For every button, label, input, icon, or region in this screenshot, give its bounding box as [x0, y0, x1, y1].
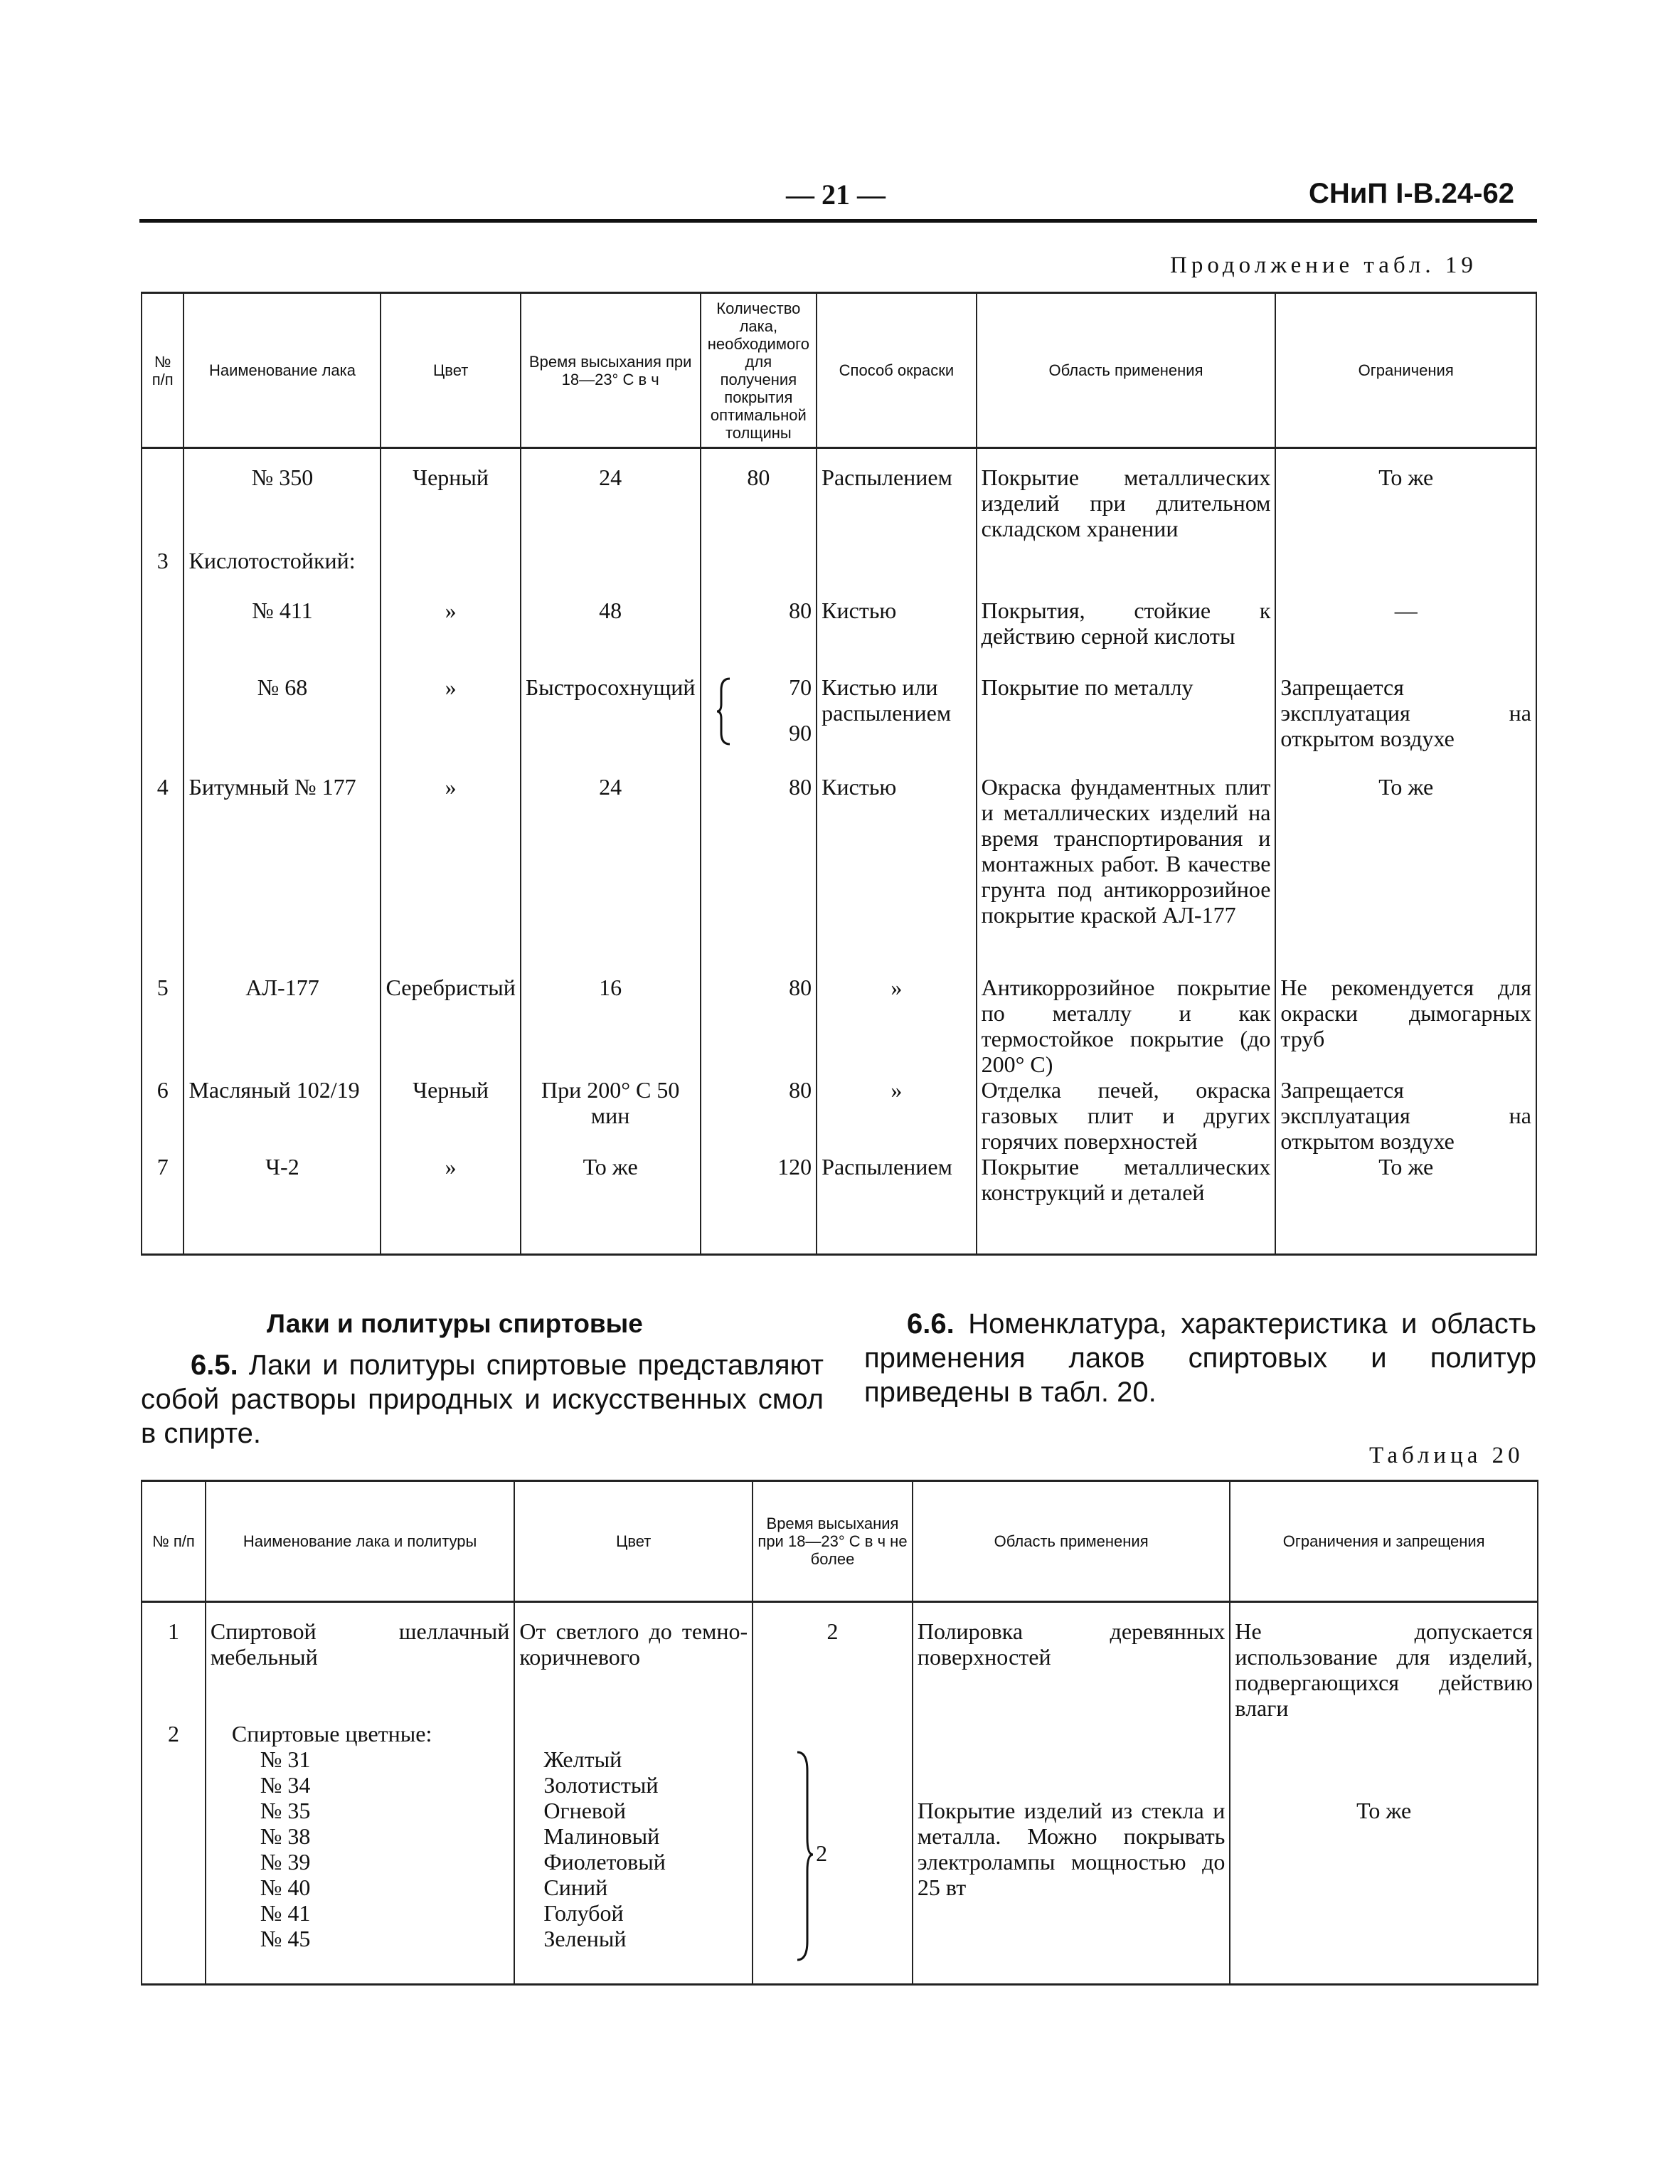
- list-item: Огневой: [543, 1798, 626, 1823]
- list-item: Зеленый: [543, 1926, 627, 1951]
- table19-caption: Продолжение табл. 19: [1170, 253, 1477, 278]
- table-row: № 411 » 48 80 Кистью Покрытия, стойкие к действию серной кислоты —: [142, 598, 1536, 674]
- table-row: 2 Спиртовые цветные: № 31 № 34 № 35 № 38 № 39 № 40 № 41 № 45 Желтый Золотистый Огневой Малиновый Фиолетовый Синий Голубой Зеленый 2 Покрытие изделий из стекла и металла. Можно покрывать электролампы мощностью до 25 вт То же: [142, 1721, 1538, 1984]
- col-header-name: Наименование лака и политуры: [206, 1481, 514, 1602]
- col-header-num: № п/п: [142, 1481, 206, 1602]
- list-item: № 34: [260, 1772, 311, 1798]
- table-row: 6 Масляный 102/19 Черный При 200° С 50 мин 80 » Отделка печей, окраска газовых плит и других горячих поверхностей Запрещается эксплуатация на открытом воздухе: [142, 1077, 1536, 1154]
- table-row: 7 Ч-2 » То же 120 Распылением Покрытие металлических конструкций и деталей То же: [142, 1154, 1536, 1255]
- list-item: № 39: [260, 1849, 311, 1875]
- col-header-area: Область применения: [977, 293, 1276, 448]
- paragraph-6-6: [864, 1307, 1536, 1409]
- curly-brace: [794, 1749, 816, 1963]
- header-rule: [139, 219, 1537, 223]
- table-row: 4 Битумный № 177 » 24 80 Кистью Окраска фундаментных плит и металлических изделий на время транспортирования и монтажных работ. В качестве грунта под антикоррозийное покрытие краской АЛ-177 То же: [142, 774, 1536, 975]
- col-header-drying-time: Время высыхания при 18—23° С в ч не более: [753, 1481, 913, 1602]
- list-item: № 45: [260, 1926, 311, 1951]
- col-header-color: Цвет: [381, 293, 520, 448]
- col-header-method: Способ окраски: [817, 293, 976, 448]
- color-list: [514, 1721, 753, 1984]
- table-20: [141, 1480, 1538, 1986]
- list-item: Золотистый: [543, 1772, 659, 1798]
- varnish-list: Спиртовые цветные: № 31 № 34 № 35 № 38 № 39 № 40 № 41 № 45: [206, 1721, 514, 1984]
- page-number: — 21 —: [786, 179, 886, 211]
- list-item: № 38: [260, 1823, 311, 1849]
- paragraph-6-5-number: 6.5.: [191, 1350, 238, 1381]
- col-header-drying-time: Время высыхания при 18—23° С в ч: [521, 293, 701, 448]
- drying-time-bracket-cell: 2: [753, 1721, 913, 1984]
- col-header-area: Область применения: [913, 1481, 1230, 1602]
- list-item: № 31: [260, 1746, 311, 1772]
- table-row: № 350 Черный 24 80 Распылением Покрытие металлических изделий при длительном складском хранении То же: [142, 448, 1536, 548]
- document-code: СНиП I-В.24-62: [1309, 178, 1514, 209]
- list-item: № 41: [260, 1900, 311, 1926]
- list-item: № 40: [260, 1875, 311, 1900]
- col-header-limits: Ограничения: [1275, 293, 1536, 448]
- paragraph-6-5: [141, 1348, 824, 1451]
- col-header-color: Цвет: [514, 1481, 753, 1602]
- list-item: № 35: [260, 1798, 311, 1823]
- paragraph-6-6-text: Номенклатура, характеристика и область применения лаков спиртовых и политур приведены в табл. 20.: [864, 1308, 1536, 1408]
- section-title: Лаки и политуры спиртовые: [267, 1309, 643, 1338]
- table-row: 1 Спиртовой шеллачный мебельный От светлого до темно-коричневого 2 Полировка деревянных поверхностей Не допускается использование для изделий, подвергающихся действию влаги: [142, 1602, 1538, 1722]
- table-row: № 68 » Быстросохнущий 70 90 Кистью или распылением Покрытие по металлу Запрещается эксплуатация на открытом воздухе: [142, 674, 1536, 774]
- table20-caption: Таблица 20: [1369, 1443, 1524, 1468]
- col-header-num: № п/п: [142, 293, 184, 448]
- list-item: Малиновый: [543, 1823, 660, 1849]
- paragraph-6-6-number: 6.6.: [907, 1308, 955, 1340]
- table-19: [141, 292, 1537, 1256]
- list-item: Фиолетовый: [543, 1849, 666, 1875]
- col-header-limits: Ограничения и запрещения: [1230, 1481, 1538, 1602]
- list-item: Синий: [543, 1875, 608, 1900]
- list-item: Желтый: [543, 1746, 622, 1772]
- list-item: Голубой: [543, 1900, 624, 1926]
- table-row: 5 АЛ-177 Серебристый 16 80 » Антикоррозийное покрытие по металлу и как термостойкое покрытие (до 200° С) Не рекомендуется для окраски дымогарных труб: [142, 975, 1536, 1077]
- col-header-name: Наименование лака: [184, 293, 381, 448]
- curly-brace: [716, 676, 733, 747]
- quantity-range-cell: 70 90: [701, 674, 817, 774]
- paragraph-6-5-text: Лаки и политуры спиртовые представляют собой растворы природных и искусственных смол в спирте.: [141, 1350, 824, 1449]
- col-header-quantity: Количество лака, необходимого для получения покрытия оптимальной толщины: [701, 293, 817, 448]
- table-row: 3 Кислотостойкий:: [142, 548, 1536, 598]
